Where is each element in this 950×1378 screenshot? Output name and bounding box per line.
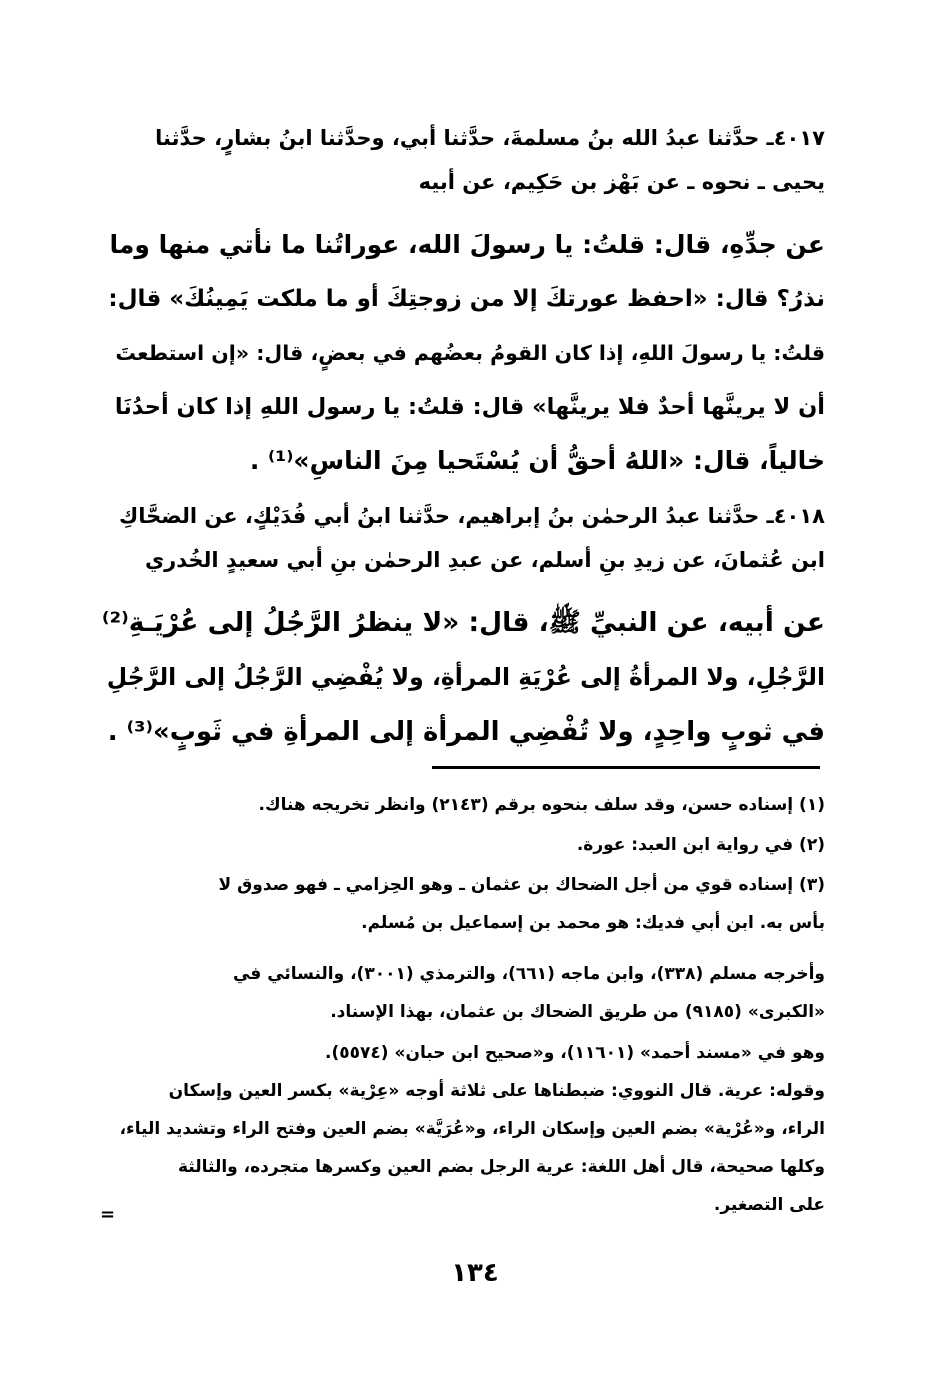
matn-line: عن جدِّهِ، قال: قلتُ: يا رسولَ الله، عوراتُنا ما نأتي منها وما bbox=[109, 230, 825, 259]
footnote-line: وهو في «مسند أحمد» (١١٦٠١)، و«صحيح ابن حبان» (٥٥٧٤). bbox=[325, 1043, 825, 1063]
footnote-separator bbox=[432, 766, 820, 769]
hadith-4017-isnad bbox=[100, 116, 825, 204]
footnote-3-musnad bbox=[100, 1034, 825, 1072]
page-number: ١٣٤ bbox=[451, 1258, 499, 1288]
footnote-3 bbox=[100, 866, 825, 942]
footnote-2 bbox=[100, 826, 825, 864]
footnote-line: (٢) في رواية ابن العبد: عورة. bbox=[576, 835, 825, 855]
footnote-3-nawawi bbox=[100, 1072, 825, 1224]
matn-line: قلتُ: يا رسولَ اللهِ، إذا كان القومُ بعضُهم في بعضٍ، قال: «إن استطعتَ bbox=[115, 341, 825, 365]
footnote-line: الراء، و«عُرْية» بضم العين وإسكان الراء، و«عُرَيَّة» بضم العين وفتح الراء وتشديد الياء، bbox=[119, 1119, 825, 1139]
footnote-line: «الكبرى» (٩١٨٥) من طريق الضحاك بن عثمان، بهذا الإسناد. bbox=[330, 1002, 825, 1022]
hadith-4018-matn bbox=[100, 595, 825, 760]
isnad-line: ٤٠١٨ـ حدَّثنا عبدُ الرحمٰن بنُ إبراهيم، حدَّثنا ابنُ أبي فُدَيْكٍ، عن الضحَّاكِ bbox=[118, 504, 825, 528]
isnad-line: ٤٠١٧ـ حدَّثنا عبدُ الله بنُ مسلمةَ، حدَّثنا أبي، وحدَّثنا ابنُ بشارٍ، حدَّثنا bbox=[155, 126, 825, 150]
footnote-line: بأس به. ابن أبي فديك: هو محمد بن إسماعيل بن مُسلم. bbox=[361, 913, 825, 933]
matn-line: في ثوبٍ واحِدٍ، ولا تُفْضِي المرأة إلى المرأةِ في ثَوبٍ»⁽³⁾ . bbox=[107, 717, 825, 747]
footnote-line: (١) إسناده حسن، وقد سلف بنحوه برقم (٢١٤٣) وانظر تخريجه هناك. bbox=[258, 795, 825, 815]
hadith-4017-matn bbox=[100, 218, 825, 488]
matn-line: خالياً، قال: «اللهُ أحقُّ أن يُسْتَحيا مِنَ الناسِ»⁽¹⁾ . bbox=[249, 446, 825, 475]
continuation-mark: = bbox=[100, 1204, 116, 1225]
footnote-line: على التصغير. bbox=[713, 1195, 825, 1215]
footnote-line: (٣) إسناده قوي من أجل الضحاك بن عثمان ـ وهو الحِزامي ـ فهو صدوق لا bbox=[218, 875, 825, 895]
matn-line: عن أبيه، عن النبيِّ ﷺ، قال: «لا ينظرُ الرَّجُلُ إلى عُرْيَـةِ⁽²⁾ bbox=[101, 607, 825, 638]
matn-line: نذرُ؟ قال: «احفظ عورتكَ إلا من زوجتِكَ أو ما ملكت يَمِينُكَ» قال: bbox=[108, 286, 825, 312]
footnote-1 bbox=[100, 786, 825, 824]
footnote-3-takhrij bbox=[100, 955, 825, 1031]
footnote-line: وكلها صحيحة، قال أهل اللغة: عرية الرجل بضم العين وكسرها متجرده، والثالثة bbox=[178, 1157, 825, 1177]
matn-line: الرَّجُلِ، ولا المرأةُ إلى عُرْيَةِ المرأةِ، ولا يُفْضِي الرَّجُلُ إلى الرَّجُلِ bbox=[106, 663, 825, 691]
hadith-4018-isnad bbox=[100, 494, 825, 582]
footnote-line: وأخرجه مسلم (٣٣٨)، وابن ماجه (٦٦١)، والترمذي (٣٠٠١)، والنسائي في bbox=[232, 964, 825, 984]
isnad-line: يحيى ـ نحوه ـ عن بَهْز بن حَكِيم، عن أبيه bbox=[418, 170, 825, 194]
matn-line: أن لا يرينَّها أحدٌ فلا يرينَّها» قال: قلتُ: يا رسول اللهِ إذا كان أحدُنَا bbox=[114, 394, 825, 420]
footnote-line: وقوله: عرية. قال النووي: ضبطناها على ثلاثة أوجه «عِرْية» بكسر العين وإسكان bbox=[168, 1081, 825, 1101]
isnad-line: ابن عُثمانَ، عن زيدِ بنِ أسلم، عن عبدِ الرحمٰن بنِ أبي سعيدٍ الخُدري bbox=[144, 548, 825, 572]
